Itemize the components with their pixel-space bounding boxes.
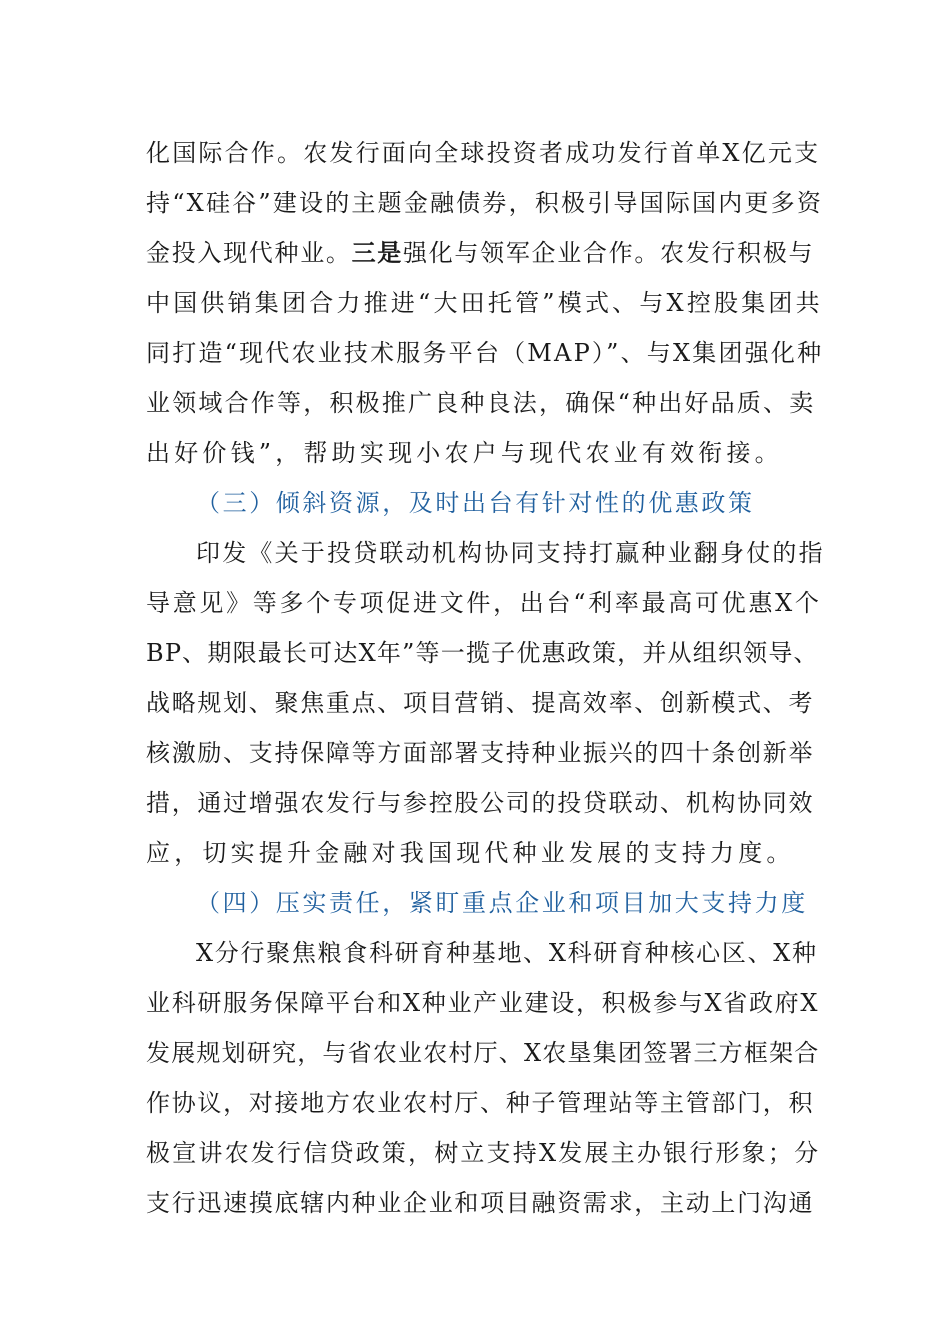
paragraph-line: 业科研服务保障平台和X种业产业建设，积极参与X省政府X (146, 989, 820, 1017)
paragraph-line: 中国供销集团合力推进“大田托管”模式、与X控股集团共 (146, 289, 823, 317)
paragraph-line: 化国际合作。农发行面向全球投资者成功发行首单X亿元支 (146, 139, 821, 167)
section-heading-4: （四）压实责任，紧盯重点企业和项目加大支持力度 (196, 889, 808, 917)
paragraph-line: 应，切实提升金融对我国现代种业发展的支持力度。 (146, 839, 795, 867)
emphasis-text: 三是 (351, 238, 404, 267)
paragraph-line: 导意见》等多个专项促进文件，出台“利率最高可优惠X个 (146, 589, 822, 617)
paragraph-line (146, 237, 826, 269)
paragraph-line: 同打造“现代农业技术服务平台（MAP）”、与X集团强化种 (146, 339, 824, 367)
paragraph-line: 发展规划研究，与省农业农村厅、X农垦集团签署三方框架合 (146, 1039, 820, 1067)
paragraph-line: 战略规划、聚焦重点、项目营销、提高效率、创新模式、考 (146, 689, 815, 717)
line-head: 金投入现代种业。 (146, 239, 352, 267)
paragraph-line: 支行迅速摸底辖内种业企业和项目融资需求，主动上门沟通 (146, 1189, 815, 1217)
paragraph-line: 核激励、支持保障等方面部署支持种业振兴的四十条创新举 (146, 739, 815, 767)
paragraph-line: 措，通过增强农发行与参控股公司的投贷联动、机构协同效 (146, 789, 815, 817)
paragraph-line: 持“X硅谷”建设的主题金融债券，积极引导国际国内更多资 (146, 189, 824, 217)
paragraph-line: 业领域合作等，积极推广良种良法，确保“种出好品质、卖 (146, 389, 816, 417)
paragraph-line: 极宣讲农发行信贷政策，树立支持X发展主办银行形象；分 (146, 1139, 821, 1167)
line-tail: 强化与领军企业合作。农发行积极与 (403, 239, 815, 267)
paragraph-line: 作协议，对接地方农业农村厅、种子管理站等主管部门，积 (146, 1089, 815, 1117)
paragraph-line: X分行聚焦粮食科研育种基地、X科研育种核心区、X种 (196, 939, 818, 967)
section-heading-3: （三）倾斜资源，及时出台有针对性的优惠政策 (196, 489, 755, 517)
paragraph-line: BP、期限最长可达X年”等一揽子优惠政策，并从组织领导、 (146, 639, 819, 667)
paragraph-line: 出好价钱”，帮助实现小农户与现代农业有效衔接。 (146, 439, 783, 467)
paragraph-line: 印发《关于投贷联动机构协同支持打赢种业翻身仗的指 (196, 539, 825, 567)
